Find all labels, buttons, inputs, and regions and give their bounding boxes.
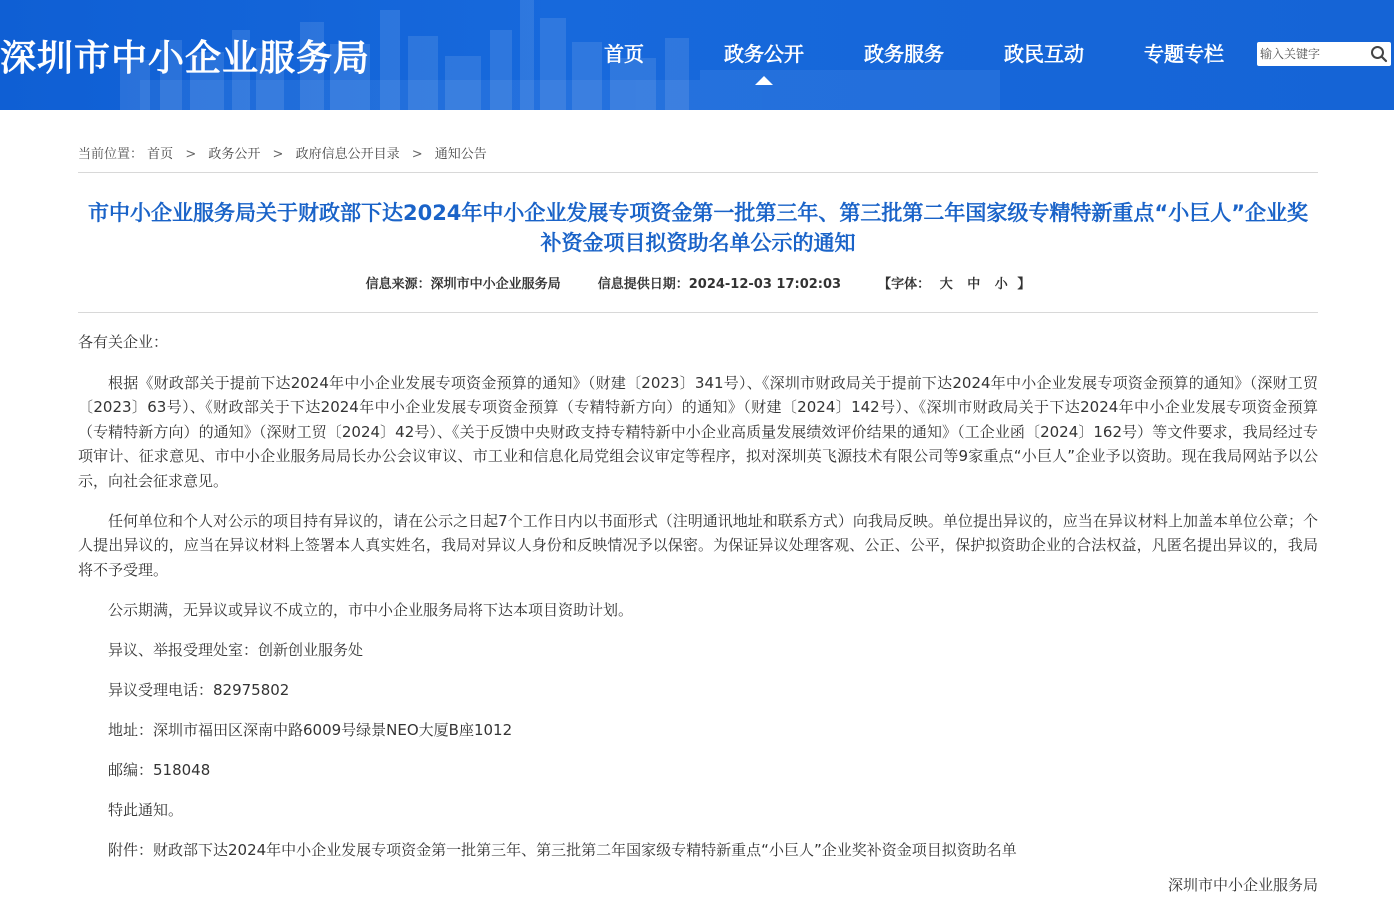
search-box — [1257, 42, 1391, 66]
signature: 深圳市中小企业服务局 — [1167, 876, 1318, 894]
breadcrumb-divider — [78, 172, 1318, 173]
paragraph-basis: 根据《财政部关于提前下达2024年中小企业发展专项资金预算的通知》（财建〔2023〕341号）、《深圳市财政局关于提前下达2024年中小企业发展专项资金预算的通知》（深财工贸〔2023〕63号）、《财政部关于下达2024年中小企业发展专项资金预算（专精特新方向）的通知》（财建〔2024〕142号）、《深圳市财政局关于下达2024年中小企业发展专项资金预算（专精特新方向）的通知》（深财工贸〔2024〕42号）、《关于反馈中央财政支持专精特新中小企业高质量发展绩效评价结果的通知》（工企业函〔2024〕162号）等文件要求，我局经过专项审计、征求意见、市中小企业服务局局长办公会议审议、市工业和信息化局党组会议审定等程序，拟对深圳英飞源技术有限公司等9家重点“小巨人”企业予以资助。现在我局网站予以公示，向社会征求意见。 — [78, 373, 1318, 490]
breadcrumb-info-catalog[interactable]: 政府信息公开目录 — [295, 147, 400, 162]
site-title: 深圳市中小企业服务局 — [0, 38, 371, 79]
paragraph-expiry: 公示期满，无异议或异议不成立的，市中小企业服务局将下达本项目资助计划。 — [108, 600, 634, 619]
breadcrumb-government-affairs[interactable]: 政务公开 — [208, 147, 261, 162]
date-value: 2024-12-03 17:02:03 — [688, 277, 842, 292]
breadcrumb-prefix: 当前位置： — [78, 147, 144, 162]
source-value: 深圳市中小企业服务局 — [430, 277, 561, 292]
search-icon[interactable] — [1369, 44, 1389, 64]
breadcrumb-separator: > — [411, 147, 423, 162]
greeting: 各有关企业： — [78, 333, 169, 351]
nav-home[interactable]: 首页 — [604, 42, 644, 66]
nav-government-affairs[interactable]: 政务公开 — [724, 38, 804, 67]
font-size-small[interactable]: 小 — [994, 277, 1008, 292]
breadcrumb-separator: > — [272, 147, 284, 162]
date-label: 信息提供日期： — [597, 277, 689, 292]
site-header — [0, 0, 1394, 110]
meta-divider — [78, 312, 1318, 313]
breadcrumb-separator: > — [185, 147, 197, 162]
font-size-label-close: 】 — [1017, 277, 1031, 292]
attachment-link[interactable]: 附件：财政部下达2024年中小企业发展专项资金第一批第三年、第三批第二年国家级专精特新重点“小巨人”企业奖补资金项目拟资助名单 — [108, 840, 1017, 859]
paragraph-postcode: 邮编：518048 — [108, 760, 211, 779]
font-size-medium[interactable]: 中 — [967, 277, 981, 292]
paragraph-objection: 任何单位和个人对公示的项目持有异议的，请在公示之日起7个工作日内以书面形式（注明通讯地址和联系方式）向我局反映。单位提出异议的，应当在异议材料上加盖本单位公章；个人提出异议的，应当在异议材料上签署本人真实姓名，我局对异议人身份和反映情况予以保密。为保证异议处理客观、公正、公平，保护拟资助企业的合法权益，凡匿名提出异议的，我局将不予受理。 — [78, 511, 1318, 579]
article-body — [78, 330, 1318, 862]
font-size-large[interactable]: 大 — [939, 277, 953, 292]
article-meta — [78, 273, 1318, 292]
font-size-label: 【字体： — [878, 277, 931, 292]
paragraph-office: 异议、举报受理处室：创新创业服务处 — [108, 640, 364, 659]
nav-special-topics[interactable]: 专题专栏 — [1144, 42, 1224, 66]
paragraph-address: 地址：深圳市福田区深南中路6009号绿景NEO大厦B座1012 — [108, 720, 513, 739]
paragraph-closing: 特此通知。 — [108, 800, 184, 819]
paragraph-phone: 异议受理电话：82975802 — [108, 680, 290, 699]
search-input[interactable] — [1257, 42, 1366, 66]
nav-government-services[interactable]: 政务服务 — [864, 42, 944, 66]
article-title: 市中小企业服务局关于财政部下达2024年中小企业发展专项资金第一批第三年、第三批第二年国家级专精特新重点“小巨人”企业奖补资金项目拟资助名单公示的通知 — [87, 201, 1309, 255]
breadcrumb-notices[interactable]: 通知公告 — [434, 147, 487, 162]
nav-public-interaction[interactable]: 政民互动 — [1004, 42, 1084, 66]
breadcrumb-home[interactable]: 首页 — [147, 147, 174, 162]
source-label: 信息来源： — [365, 277, 431, 292]
breadcrumb — [78, 143, 487, 162]
